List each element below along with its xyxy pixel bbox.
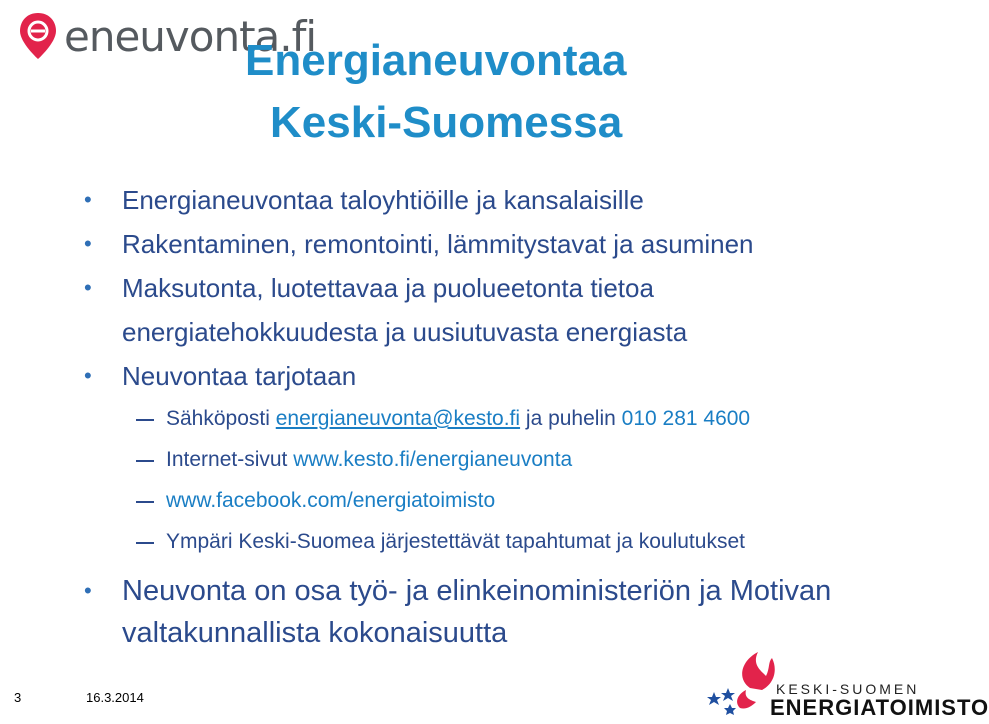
sub-item-events: Ympäri Keski-Suomea järjestettävät tapahtumat ja koulutukset [84,521,944,562]
slide-title [245,30,865,154]
sub-text: Sähköposti [166,407,276,430]
logo-text: eneuvonta.fi [64,11,317,61]
phone-number: 010 281 4600 [621,407,751,430]
slide-date: 16.3.2014 [86,690,144,705]
title-line-1: Energianeuvontaa [245,36,627,85]
sub-text: ja puhelin [520,407,622,430]
bullet-item: • Rakentaminen, remontointi, lämmitystavat ja asuminen [84,222,944,266]
slide-content [84,178,944,654]
facebook-link[interactable]: www.facebook.com/energiatoimisto [166,489,496,512]
sub-item-web [84,439,944,480]
slide-number: 3 [14,690,22,705]
bullet-item-final [84,570,944,654]
title-line-2: Keski-Suomessa [270,98,623,147]
bullet-line: valtakunnallista kokonaisuutta [122,617,508,649]
org-name-top: KESKI-SUOMEN [776,681,920,697]
bullet-item [84,266,944,354]
bullet-line: Neuvonta on osa työ- ja elinkeinoministeriön ja Motivan [122,575,832,607]
bullet-item: • Neuvontaa tarjotaan [84,354,944,398]
sub-item-email [84,398,944,439]
website-link[interactable]: www.kesto.fi/energianeuvonta [293,448,573,471]
bullet-line: energiatehokkuudesta ja uusiutuvasta energiasta [122,317,688,347]
bullet-item: • Energianeuvontaa taloyhtiöille ja kansalaisille [84,178,944,222]
energiatoimisto-logo [700,648,989,720]
email-link[interactable]: energianeuvonta@kesto.fi [275,407,521,430]
sub-item-facebook [84,480,944,521]
location-pin-logo-icon [18,11,58,61]
bullet-line: Maksutonta, luotettavaa ja puolueetonta tietoa [122,273,654,303]
sub-text: Internet-sivut [166,448,294,471]
org-name-bottom: ENERGIATOIMISTO [770,695,989,720]
